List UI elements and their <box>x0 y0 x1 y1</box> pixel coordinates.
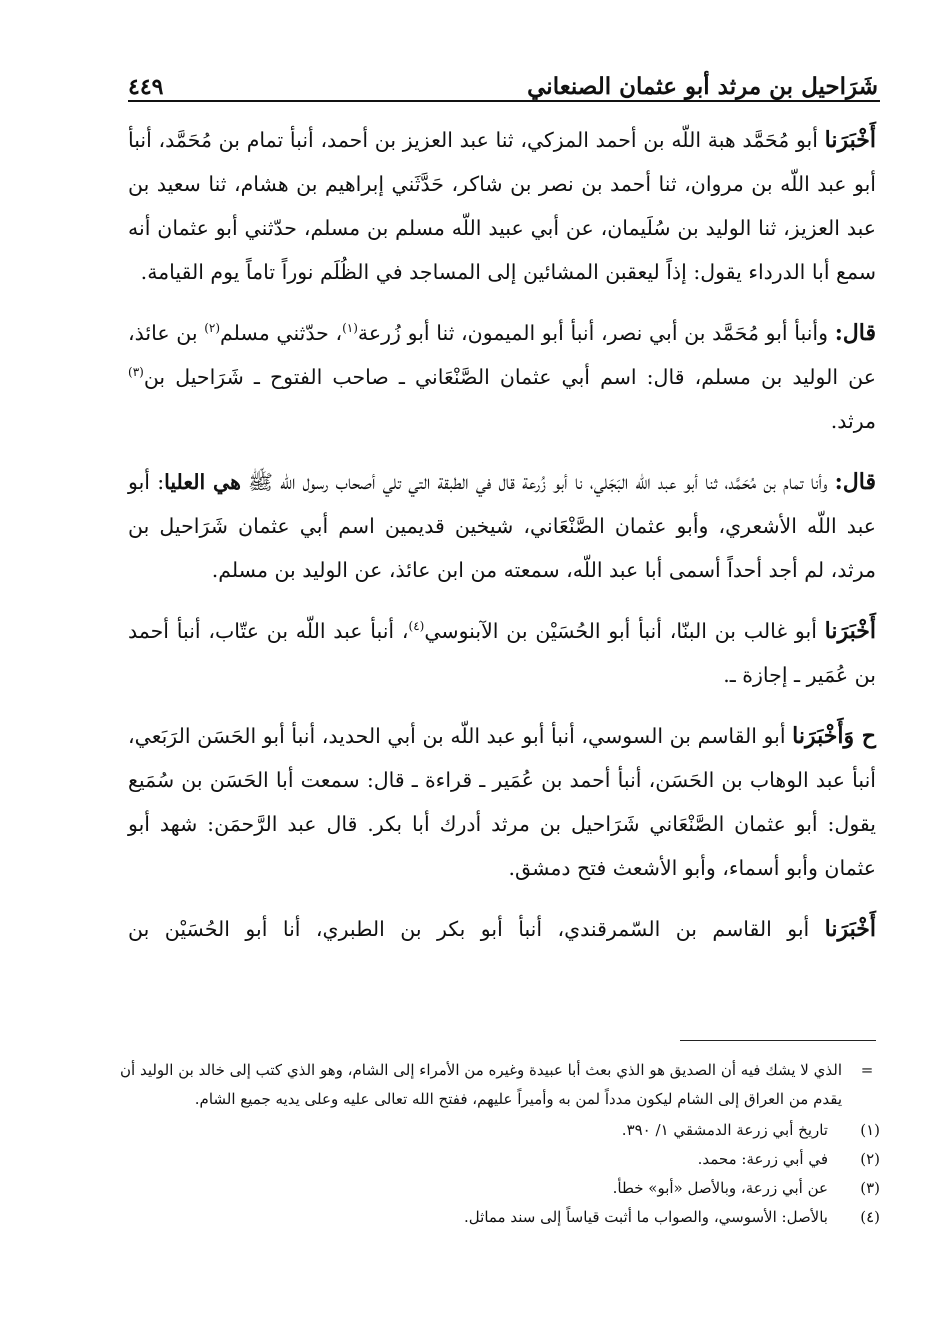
paragraph-text: أبو مُحَمَّد هبة اللّه بن أحمد المزكي، ثنا عبد العزيز بن أحمد، أنبأ تمام بن مُحَمَّد، أنبأ أبو عبد اللّه بن مروان، ثنا أحمد بن نصر بن شاكر، حَدَّثَني إبراهيم بن هشام، ثنا سعيد بن عبد العزيز، ثنا الوليد بن سُلَيمان، عن أبي عبيد اللّه مسلم بن مسلم، حدّثني أبو عثمان أنه سمع أبا الدرداء يقول: إذاً ليعقبن المشائين إلى المساجد في الظُلَم نوراً تاماً يوم القيامة. <box>128 128 876 284</box>
footnote-1 <box>120 1116 880 1145</box>
footnotes <box>120 1056 880 1232</box>
footnote-number: (٢) <box>860 1150 880 1168</box>
footnote-text: في أبي زرعة: محمد. <box>697 1150 828 1168</box>
paragraph-text: ، حدّثني مسلم <box>220 321 343 345</box>
continuation-mark: = <box>860 1061 874 1079</box>
footnote-separator <box>680 1040 876 1041</box>
emphasis-text: هي العليا <box>164 470 241 494</box>
footnote-number: (٤) <box>860 1208 880 1226</box>
paragraph-text: بن عائذ، عن الوليد بن مسلم، قال: اسم أبي عثمان الصَّنْعَاني ـ صاحب الفتوح ـ شَرَاحيل بن <box>128 321 876 389</box>
paragraph-6 <box>128 907 876 951</box>
paragraph-text: مرثد. <box>830 409 876 433</box>
paragraph-lead: قال: <box>834 469 876 495</box>
footnote-text: عن أبي زرعة، وبالأصل «أبو» خطأ. <box>612 1179 828 1197</box>
paragraph-lead: أَخْبَرَنا <box>824 618 876 644</box>
paragraph-4 <box>128 609 876 697</box>
footnote-4 <box>120 1203 880 1232</box>
paragraph-3 <box>128 460 876 592</box>
paragraph-text: أبو القاسم بن السوسي، أنبأ أبو عبد اللّه بن أبي الحديد، أنبأ أبو الحَسَن الرَبَعي، أنبأ عبد الوهاب بن الحَسَن، أنبأ أحمد بن عُمَير ـ قراءة ـ قال: سمعت أبا الحَسَن بن سُمَيع يقول: أبو عثمان الصَّنْعَاني شَرَاحيل بن مرثد أدرك أبا بكر. قال عبد الرَّحمَن: شهد أبو عثمان وأبو أسماء، وأبو الأشعث فتح دمشق. <box>128 724 876 880</box>
paragraph-text: وأنبأ أبو مُحَمَّد بن أبي نصر، أنبأ أبو الميمون، ثنا أبو زُرعة <box>357 321 835 345</box>
paragraph-lead: أَخْبَرَنا <box>824 916 876 942</box>
paragraph-text: : أبو عبد اللّه الأشعري، وأبو عثمان الصَّنْعَاني، شيخين قديمين اسم أبي عثمان شَرَاحيل بن مرثد، لم أجد أحداً أسمى أبا عبد اللّه، سمعته من ابن عائذ، عن الوليد بن مسلم. <box>128 470 876 582</box>
footnote-ref-3[interactable]: (٣) <box>128 365 144 380</box>
header-rule <box>128 100 880 102</box>
paragraph-text: أبو غالب بن البنّا، أنبأ أبو الحُسَيْن بن الآبنوسي <box>424 619 825 643</box>
paragraph-2 <box>128 311 876 443</box>
footnote-number: (٣) <box>860 1179 880 1197</box>
footnote-continuation <box>120 1056 880 1114</box>
page-number: ٤٤٩ <box>128 74 164 100</box>
main-text <box>128 118 876 968</box>
footnote-text: الذي لا يشك فيه أن الصديق هو الذي بعث أبا عبيدة وغيره من الأمراء إلى الشام، وهو الذي كتب إلى خالد بن الوليد أن يقدم من العراق إلى الشام ليكون مدداً لمن به وأميراً عليهم، ففتح الله تعالى عليه وعلى يديه جميع الشام. <box>120 1061 842 1108</box>
footnote-2 <box>120 1145 880 1174</box>
paragraph-text: ، أنبأ عبد اللّه بن عتّاب، أنبأ أحمد بن عُمَير ـ إجازة ـ. <box>128 619 876 687</box>
running-title: شَرَاحيل بن مرثد أبو عثمان الصنعاني <box>527 73 878 100</box>
footnote-text: تاريخ أبي زرعة الدمشقي ١/ ٣٩٠. <box>621 1121 828 1139</box>
footnote-ref-2[interactable]: (٢) <box>204 321 221 336</box>
footnote-number: (١) <box>860 1121 880 1139</box>
paragraph-lead: أَخْبَرَنا <box>824 127 876 153</box>
paragraph-lead: قال: <box>834 320 877 346</box>
paragraph-1 <box>128 118 876 294</box>
footnote-ref-4[interactable]: (٤) <box>408 619 425 634</box>
paragraph-5 <box>128 714 876 890</box>
footnote-text: بالأصل: الأسوسي، والصواب ما أثبت قياساً إلى سند مماثل. <box>464 1208 828 1226</box>
footnote-3 <box>120 1174 880 1203</box>
paragraph-lead: ح وَأَخْبَرَنا <box>792 723 876 749</box>
paragraph-text: وأنا تمام بن مُحَمَّد، ثنا أبو عبد اللّه البَجَلي، نا أبو زُرعة قال في الطبقة التي تلي أصحاب رسول الله ﷺ <box>240 470 835 494</box>
page-header <box>128 58 878 100</box>
footnote-ref-1[interactable]: (١) <box>342 321 358 336</box>
paragraph-text: أبو القاسم بن السّمرقندي، أنبأ أبو بكر بن الطبري، أنا أبو الحُسَيْن بن <box>128 917 825 941</box>
